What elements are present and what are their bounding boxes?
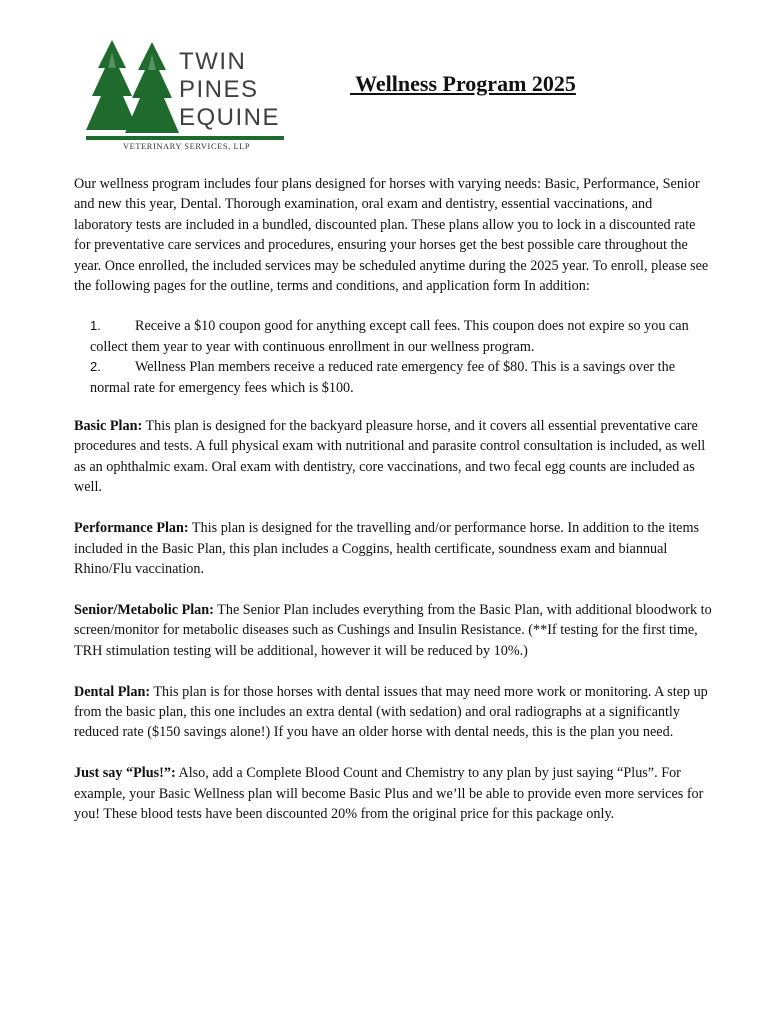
logo-word-2: PINES (179, 76, 259, 103)
list-text: Wellness Plan members receive a reduced rate emergency fee of $80. This is a savings over the normal rate for emergency fees which is $100. (90, 359, 676, 396)
logo-word-1: TWIN (179, 48, 247, 75)
document-body (74, 174, 714, 845)
plan-text: This plan is for those horses with dental issues that may need more work or monitoring. A step up from the basic plan, this one includes an extra dental (with sedation) and oral radiographs at a significantly reduced rate ($150 savings alone!) If you have an older horse with dental needs, this is the plan you need. (74, 683, 708, 741)
logo-divider (86, 136, 284, 140)
list-text: Receive a $10 coupon good for anything except call fees. This coupon does not expire so you can collect them year to year with continuous enrollment in our wellness program. (90, 318, 689, 355)
logo-subtitle: VETERINARY SERVICES, LLP (123, 142, 251, 151)
company-logo (86, 38, 286, 156)
pine-trees-icon (86, 38, 181, 138)
plan-text: This plan is designed for the backyard pleasure horse, and it covers all essential preventative care procedures and tests. A full physical exam with nutritional and parasite control consultation is included, as well as an ophthalmic exam. Oral exam with dentistry, core vaccinations, and two fecal egg counts are included as well. (74, 418, 706, 496)
dental-plan-paragraph (74, 682, 714, 743)
list-number: 1. (90, 318, 101, 334)
performance-plan-paragraph (74, 518, 714, 579)
plan-text: This plan is designed for the travelling and/or performance horse. In addition to the items included in the Basic Plan, this plan includes a Coggins, health certificate, soundness exam and biannual Rhino/Flu vaccination. (74, 520, 699, 577)
plan-label: Just say “Plus!”: (74, 765, 176, 782)
senior-plan-paragraph (74, 600, 714, 661)
intro-paragraph: Our wellness program includes four plans designed for horses with varying needs: Basic, Performance, Senior and new this year, Dental. Thorough examination, oral exam and dentistry, essential vaccinations, and laboratory tests are included in a bundled, discounted plan. These plans allow you to lock in a discounted rate for preventative care services and procedures, ensuring your horses get the best possible care throughout the year. Once enrolled, the included services may be scheduled anytime during the 2025 year. To enroll, please see the following pages for the outline, terms and conditions, and application form In addition: (74, 176, 709, 295)
plan-text: The Senior Plan includes everything from the Basic Plan, with additional bloodwork to screen/monitor for metabolic diseases such as Cushings and Insulin Resistance. (**If testing for the first time, TRH stimulation testing will be additional, however it will be reduced by 10%.) (74, 601, 712, 659)
list-item (90, 357, 714, 398)
basic-plan-paragraph (74, 416, 714, 498)
list-number: 2. (90, 359, 101, 375)
benefits-list (90, 316, 714, 398)
plan-label: Performance Plan: (74, 520, 189, 537)
plan-label: Basic Plan: (74, 418, 143, 435)
plan-label: Senior/Metabolic Plan: (74, 601, 214, 618)
plus-plan-paragraph (74, 763, 714, 824)
list-item (90, 316, 714, 357)
logo-word-3: EQUINE (179, 104, 281, 131)
plan-text: Also, add a Complete Blood Count and Chemistry to any plan by just saying “Plus”. For example, your Basic Wellness plan will become Basic Plus and we’ll be able to provide even more services for you! These blood tests have been discounted 20% from the original price for this package only. (74, 765, 704, 823)
plan-label: Dental Plan: (74, 683, 151, 700)
page-title: Wellness Program 2025 (350, 71, 576, 96)
